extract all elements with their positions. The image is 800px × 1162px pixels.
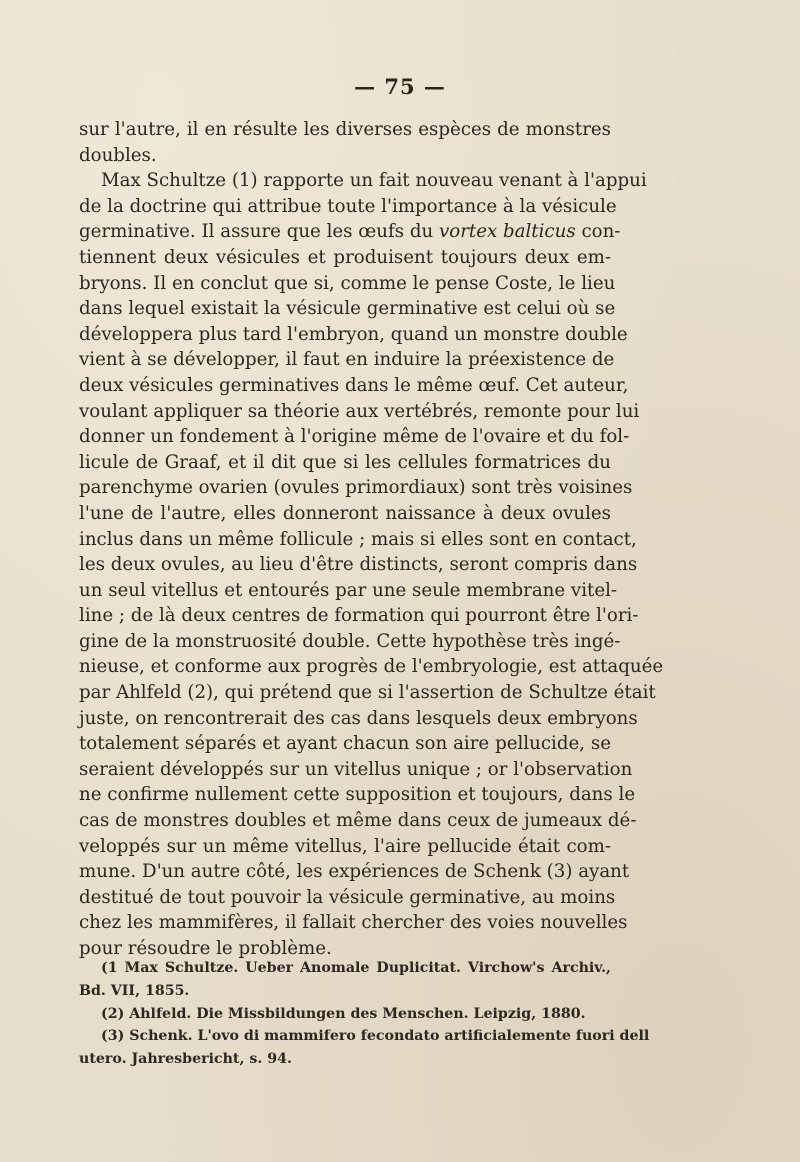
footnote-line: (1 Max Schultze. Ueber Anomale Duplicitat. Virchow's Archiv.,: [101, 960, 611, 976]
text-line: développera plus tard l'embryon, quand un monstre double: [79, 323, 628, 345]
text-line: tiennent deux vésicules et produisent toujours deux em-: [79, 246, 611, 268]
text-line: vient à se développer, il faut en induire la préexistence de: [79, 349, 615, 371]
text-line: l'une de l'autre, elles donneront naissance à deux ovules: [79, 502, 611, 524]
text-line: mune. D'un autre côté, les expériences de Schenk (3) ayant: [79, 861, 630, 883]
text-line: parenchyme ovarien (ovules primordiaux) sont très voisines: [79, 477, 633, 499]
text-line: chez les mammifères, il fallait chercher des voies nouvelles: [79, 912, 628, 934]
text-line: sur l'autre, il en résulte les diverses espèces de monstres: [79, 119, 611, 140]
text-line: deux vésicules germinatives dans le même œuf. Cet auteur,: [79, 374, 629, 396]
page-number: — 75 —: [354, 74, 446, 99]
text-line: de la doctrine qui attribue toute l'importance à la vésicule: [79, 195, 617, 217]
text-line: gine de la monstruosité double. Cette hypothèse très ingé-: [79, 630, 621, 652]
text-line: doubles.: [79, 144, 157, 166]
text-line: Max Schultze (1) rapporte un fait nouveau venant à l'appui: [101, 170, 647, 192]
footnote-line: utero. Jahresbericht, s. 94.: [79, 1051, 292, 1068]
footnote-line: (3) Schenk. L'ovo di mammifero fecondato artificialemente fuori dell: [101, 1028, 650, 1045]
text-line: cas de monstres doubles et même dans ceux de jumeaux dé-: [79, 810, 637, 832]
text-line: donner un fondement à l'origine même de l'ovaire et du fol-: [79, 426, 630, 448]
text-line: dans lequel existait la vésicule germinative est celui où se: [79, 298, 616, 320]
text-line: totalement séparés et ayant chacun son aire pellucide, se: [79, 733, 611, 755]
text-line: line ; de là deux centres de formation qui pourront être l'ori-: [79, 605, 639, 627]
text-line: ne confirme nullement cette supposition et toujours, dans le: [79, 784, 636, 806]
text-line: nieuse, et conforme aux progrès de l'embryologie, est attaquée: [79, 656, 664, 678]
text-line: bryons. Il en conclut que si, comme le pense Coste, le lieu: [79, 272, 616, 294]
footnote-line: Bd. VII, 1855.: [79, 982, 190, 999]
text-line: destitué de tout pouvoir la vésicule germinative, au moins: [79, 886, 616, 908]
text-line: pour résoudre le problème.: [79, 938, 332, 959]
text-line: juste, on rencontrerait des cas dans lesquels deux embryons: [79, 707, 638, 729]
species-name: vortex balticus: [438, 221, 576, 243]
footnotes: [79, 957, 650, 1071]
text-line: par Ahlfeld (2), qui prétend que si l'assertion de Schultze était: [79, 682, 656, 704]
text-line: voulant appliquer sa théorie aux vertébrés, remonte pour lui: [79, 400, 640, 422]
text-line: licule de Graaf, et il dit que si les cellules formatrices du: [79, 451, 611, 473]
footnote-line: (2) Ahlfeld. Die Missbildungen des Menschen. Leipzig, 1880.: [101, 1005, 586, 1022]
text-line: un seul vitellus et entourés par une seule membrane vitel-: [79, 579, 618, 601]
body-text: [79, 117, 664, 962]
text-line: inclus dans un même follicule ; mais si elles sont en contact,: [79, 528, 637, 550]
text-line: germinative. Il assure que les œufs du vortex balticus con-: [79, 221, 621, 243]
text-line: veloppés sur un même vitellus, l'aire pellucide était com-: [79, 835, 611, 857]
text-line: les deux ovules, au lieu d'être distincts, seront compris dans: [79, 554, 638, 576]
text-line: seraient développés sur un vitellus unique ; or l'observation: [79, 758, 633, 780]
